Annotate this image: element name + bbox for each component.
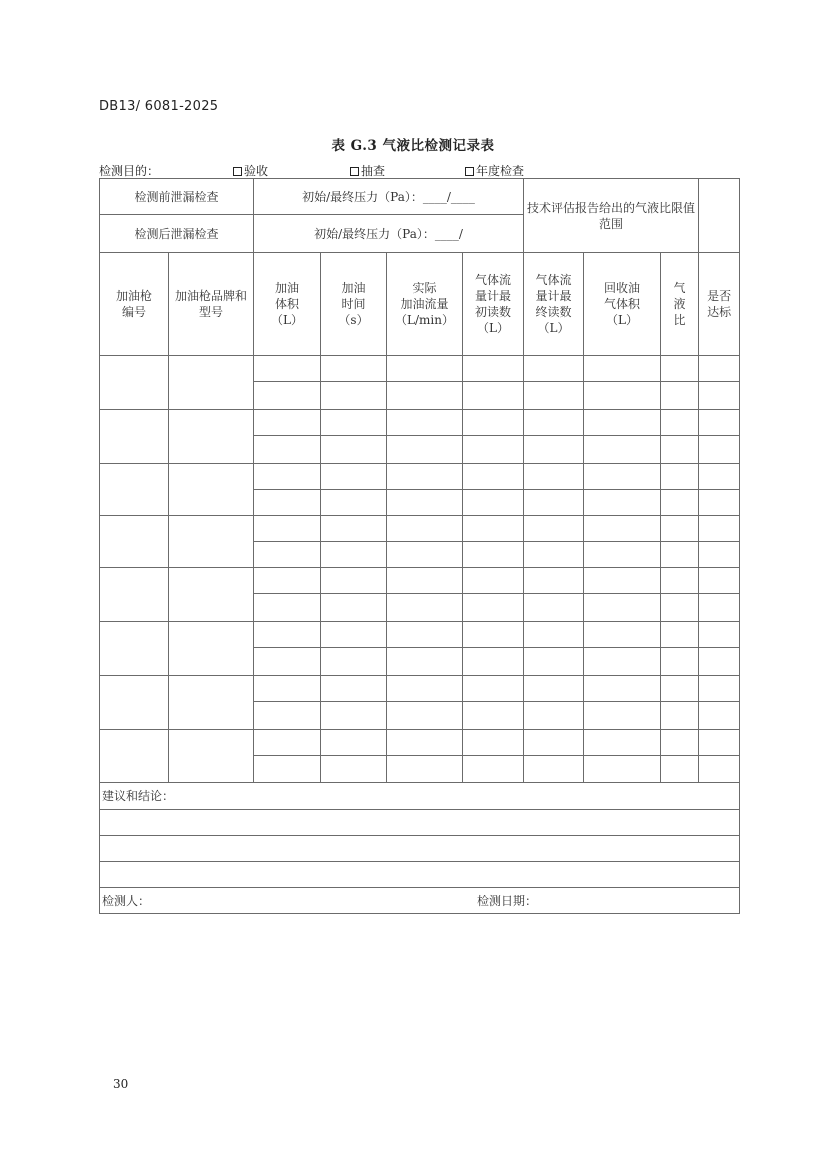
purpose-label: 检测目的： [99, 164, 160, 178]
data-cell[interactable] [463, 516, 524, 542]
column-header: 气体流 量计最 终读数 （L） [524, 253, 584, 356]
limit-range-value[interactable] [699, 179, 740, 253]
suggestion-line[interactable] [100, 862, 740, 888]
gun-brand-cell[interactable] [169, 676, 254, 730]
data-cell[interactable] [661, 516, 699, 542]
signature-cell [100, 888, 740, 914]
suggestion-line[interactable] [100, 836, 740, 862]
data-cell[interactable] [661, 594, 699, 622]
suggestion-line-row [100, 836, 740, 862]
data-cell[interactable] [254, 490, 321, 516]
data-cell[interactable] [524, 464, 584, 490]
data-cell[interactable] [661, 702, 699, 730]
data-cell[interactable] [661, 464, 699, 490]
data-cell[interactable] [524, 702, 584, 730]
data-cell[interactable] [254, 356, 321, 382]
column-header: 加油 体积 （L） [254, 253, 321, 356]
column-header: 加油 时间 （s） [321, 253, 387, 356]
data-cell[interactable] [463, 382, 524, 410]
data-cell[interactable] [321, 490, 387, 516]
data-cell[interactable] [584, 542, 661, 568]
data-cell[interactable] [463, 490, 524, 516]
data-cell[interactable] [321, 702, 387, 730]
option-annual-check[interactable] [465, 162, 524, 179]
data-cell[interactable] [387, 622, 463, 648]
document-code: DB13/ 6081-2025 [99, 99, 219, 114]
data-cell[interactable] [387, 568, 463, 594]
data-cell[interactable] [661, 490, 699, 516]
gun-number-cell[interactable] [100, 516, 169, 568]
data-cell[interactable] [699, 382, 740, 410]
gun-brand-cell[interactable] [169, 410, 254, 464]
data-cell[interactable] [584, 648, 661, 676]
data-cell[interactable] [387, 594, 463, 622]
table-row [100, 622, 740, 648]
data-cell[interactable] [254, 568, 321, 594]
data-cell[interactable] [584, 568, 661, 594]
data-cell[interactable] [524, 382, 584, 410]
data-cell[interactable] [321, 594, 387, 622]
data-cell[interactable] [254, 756, 321, 783]
data-cell[interactable] [321, 568, 387, 594]
data-cell[interactable] [524, 410, 584, 436]
column-header: 气 液 比 [661, 253, 699, 356]
suggestion-line-row [100, 810, 740, 836]
data-cell[interactable] [699, 356, 740, 382]
table-row [100, 356, 740, 382]
data-cell[interactable] [463, 568, 524, 594]
gun-brand-cell[interactable] [169, 464, 254, 516]
data-cell[interactable] [524, 756, 584, 783]
suggestion-label-row [100, 783, 740, 810]
data-cell[interactable] [321, 382, 387, 410]
leak-after-value[interactable]: 初始/最终压力（Pa）：____/ [254, 215, 524, 253]
column-header-row [100, 253, 740, 356]
data-cell[interactable] [524, 622, 584, 648]
table-row [100, 464, 740, 490]
checkbox-icon[interactable] [465, 167, 474, 176]
data-cell[interactable] [584, 436, 661, 464]
data-cell[interactable] [321, 436, 387, 464]
data-cell[interactable] [584, 622, 661, 648]
data-cell[interactable] [387, 542, 463, 568]
inspector-label: 检测人： [102, 893, 151, 908]
data-cell[interactable] [584, 410, 661, 436]
data-cell[interactable] [387, 410, 463, 436]
data-cell[interactable] [699, 756, 740, 783]
data-cell[interactable] [463, 622, 524, 648]
table-row [100, 676, 740, 702]
data-cell[interactable] [387, 676, 463, 702]
data-cell[interactable] [699, 648, 740, 676]
data-cell[interactable] [387, 356, 463, 382]
option-acceptance[interactable] [233, 162, 268, 179]
data-cell[interactable] [254, 594, 321, 622]
data-cell[interactable] [699, 490, 740, 516]
data-cell[interactable] [254, 648, 321, 676]
data-cell[interactable] [321, 410, 387, 436]
data-cell[interactable] [321, 516, 387, 542]
column-header: 加油枪品牌和 型号 [169, 253, 254, 356]
data-cell[interactable] [524, 356, 584, 382]
column-header: 回收油 气体积 （L） [584, 253, 661, 356]
data-cell[interactable] [661, 676, 699, 702]
data-cell[interactable] [661, 542, 699, 568]
data-cell[interactable] [254, 702, 321, 730]
gun-brand-cell[interactable] [169, 730, 254, 783]
data-cell[interactable] [584, 676, 661, 702]
data-cell[interactable] [524, 594, 584, 622]
data-cell[interactable] [463, 542, 524, 568]
data-cell[interactable] [524, 490, 584, 516]
data-cell[interactable] [254, 516, 321, 542]
data-cell[interactable] [699, 702, 740, 730]
page-number: 30 [113, 1077, 129, 1091]
data-cell[interactable] [661, 436, 699, 464]
checkbox-icon[interactable] [233, 167, 242, 176]
data-cell[interactable] [524, 730, 584, 756]
data-cell[interactable] [584, 382, 661, 410]
data-cell[interactable] [699, 594, 740, 622]
column-header: 实际 加油流量 （L/min） [387, 253, 463, 356]
data-cell[interactable] [584, 594, 661, 622]
data-cell[interactable] [254, 622, 321, 648]
gun-brand-cell[interactable] [169, 516, 254, 568]
data-cell[interactable] [661, 648, 699, 676]
gun-number-cell[interactable] [100, 730, 169, 783]
data-cell[interactable] [254, 382, 321, 410]
data-cell[interactable] [387, 382, 463, 410]
table-row [100, 516, 740, 542]
data-cell[interactable] [321, 464, 387, 490]
data-cell[interactable] [321, 756, 387, 783]
data-cell[interactable] [584, 730, 661, 756]
data-cell[interactable] [321, 676, 387, 702]
column-header: 加油枪 编号 [100, 253, 169, 356]
data-cell[interactable] [524, 516, 584, 542]
gun-number-cell[interactable] [100, 410, 169, 464]
data-cell[interactable] [387, 490, 463, 516]
column-header: 是否 达标 [699, 253, 740, 356]
data-cell[interactable] [463, 676, 524, 702]
leak-before-value[interactable]: 初始/最终压力（Pa）：____/____ [254, 179, 524, 215]
data-cell[interactable] [321, 622, 387, 648]
leak-after-label: 检测后泄漏检查 [100, 215, 254, 253]
data-cell[interactable] [524, 648, 584, 676]
data-cell[interactable] [321, 648, 387, 676]
data-cell[interactable] [584, 464, 661, 490]
data-cell[interactable] [699, 410, 740, 436]
data-cell[interactable] [584, 516, 661, 542]
checkbox-icon[interactable] [350, 167, 359, 176]
data-cell[interactable] [387, 702, 463, 730]
data-cell[interactable] [699, 730, 740, 756]
data-cell[interactable] [584, 702, 661, 730]
data-cell[interactable] [699, 464, 740, 490]
inspection-date-label: 检测日期： [477, 894, 538, 908]
data-cell[interactable] [661, 382, 699, 410]
gun-brand-cell[interactable] [169, 568, 254, 622]
suggestion-label: 建议和结论： [100, 783, 740, 810]
table-row [100, 568, 740, 594]
data-cell[interactable] [584, 356, 661, 382]
purpose-row [99, 162, 739, 178]
data-cell[interactable] [387, 464, 463, 490]
gun-number-cell[interactable] [100, 676, 169, 730]
data-cell[interactable] [524, 436, 584, 464]
data-cell[interactable] [463, 410, 524, 436]
leak-check-before-row [100, 179, 740, 215]
data-cell[interactable] [661, 568, 699, 594]
data-cell[interactable] [463, 648, 524, 676]
data-cell[interactable] [321, 356, 387, 382]
table-title: 表 G.3 气液比检测记录表 [331, 138, 495, 154]
data-cell[interactable] [463, 464, 524, 490]
data-cell[interactable] [387, 730, 463, 756]
leak-before-label: 检测前泄漏检查 [100, 179, 254, 215]
data-cell[interactable] [254, 676, 321, 702]
data-cell[interactable] [524, 542, 584, 568]
option-spot-check[interactable] [350, 162, 385, 179]
data-cell[interactable] [254, 464, 321, 490]
suggestion-line[interactable] [100, 810, 740, 836]
data-cell[interactable] [254, 410, 321, 436]
data-cell[interactable] [524, 676, 584, 702]
data-cell[interactable] [661, 410, 699, 436]
data-cell[interactable] [463, 702, 524, 730]
data-cell[interactable] [463, 594, 524, 622]
data-cell[interactable] [254, 542, 321, 568]
data-cell[interactable] [584, 490, 661, 516]
table-row [100, 410, 740, 436]
data-cell[interactable] [254, 730, 321, 756]
gun-number-cell[interactable] [100, 356, 169, 410]
limit-range-label: 技术评估报告给出的气液比限值范围 [524, 179, 699, 253]
data-cell[interactable] [387, 436, 463, 464]
signature-row [100, 888, 740, 914]
suggestion-line-row [100, 862, 740, 888]
data-cell[interactable] [463, 436, 524, 464]
data-cell[interactable] [524, 568, 584, 594]
data-cell[interactable] [463, 356, 524, 382]
data-cell[interactable] [699, 436, 740, 464]
data-cell[interactable] [661, 356, 699, 382]
data-cell[interactable] [584, 756, 661, 783]
gun-brand-cell[interactable] [169, 356, 254, 410]
data-cell[interactable] [254, 436, 321, 464]
option-label: 验收 [244, 164, 269, 178]
data-cell[interactable] [661, 622, 699, 648]
record-table [99, 178, 740, 914]
data-cell[interactable] [321, 542, 387, 568]
data-cell[interactable] [661, 730, 699, 756]
data-cell[interactable] [661, 756, 699, 783]
gun-number-cell[interactable] [100, 568, 169, 622]
data-cell[interactable] [387, 756, 463, 783]
gun-brand-cell[interactable] [169, 622, 254, 676]
data-cell[interactable] [699, 568, 740, 594]
option-label: 年度检查 [476, 164, 525, 178]
column-header: 气体流 量计最 初读数 （L） [463, 253, 524, 356]
data-cell[interactable] [387, 648, 463, 676]
data-cell[interactable] [321, 730, 387, 756]
data-cell[interactable] [699, 542, 740, 568]
data-cell[interactable] [463, 756, 524, 783]
gun-number-cell[interactable] [100, 622, 169, 676]
gun-number-cell[interactable] [100, 464, 169, 516]
data-cell[interactable] [463, 730, 524, 756]
option-label: 抽查 [361, 164, 386, 178]
data-cell[interactable] [387, 516, 463, 542]
data-cell[interactable] [699, 676, 740, 702]
data-cell[interactable] [699, 516, 740, 542]
data-cell[interactable] [699, 622, 740, 648]
table-row [100, 730, 740, 756]
